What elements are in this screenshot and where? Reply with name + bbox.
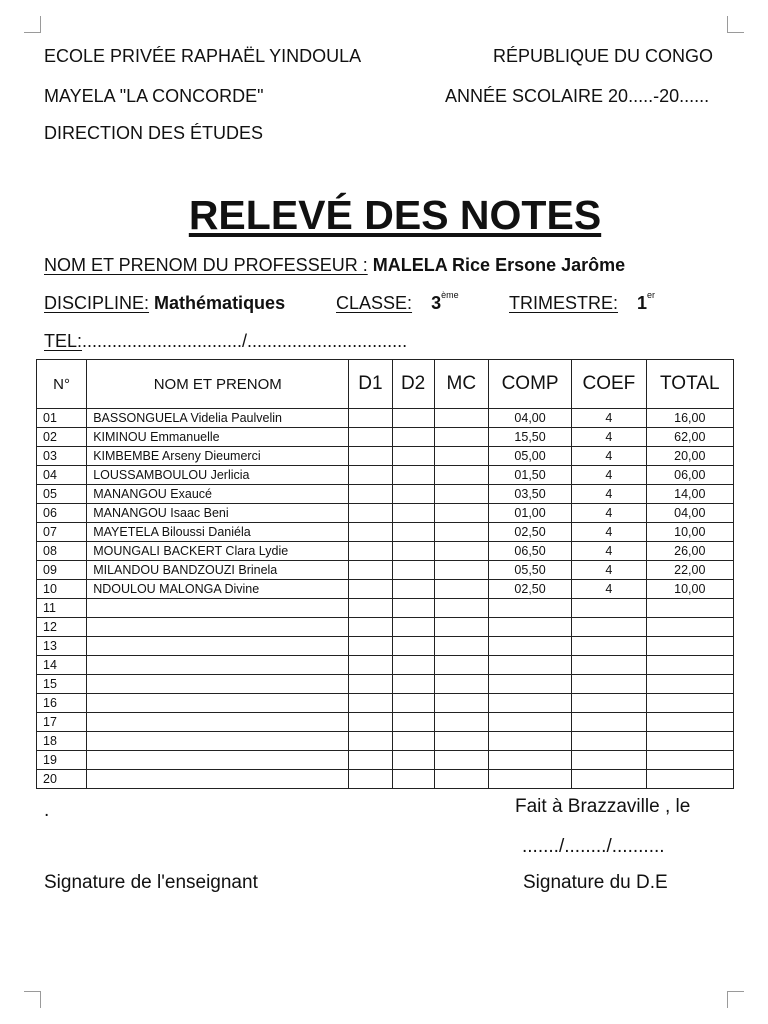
cell-total: 10,00 (646, 580, 733, 599)
table-row (37, 694, 734, 713)
table-row (37, 485, 734, 504)
tel-value: ................................/................................ (82, 331, 408, 351)
cell-d2 (392, 409, 434, 428)
cell-coef (572, 675, 646, 694)
table-row (37, 713, 734, 732)
cell-mc (434, 751, 488, 770)
cell-total (646, 599, 733, 618)
cell-comp (488, 599, 571, 618)
cell-comp (488, 618, 571, 637)
cell-d2 (392, 751, 434, 770)
crop-mark-top-left (24, 16, 41, 33)
direction-label: DIRECTION DES ÉTUDES (44, 123, 264, 143)
cell-comp: 06,50 (488, 542, 571, 561)
table-row (37, 447, 734, 466)
cell-student-name (87, 770, 349, 789)
table-row (37, 751, 734, 770)
cell-student-name (87, 599, 349, 618)
cell-student-name: KIMBEMBE Arseny Dieumerci (87, 447, 349, 466)
cell-mc (434, 580, 488, 599)
table-row (37, 542, 734, 561)
cell-comp: 05,50 (488, 561, 571, 580)
cell-number: 04 (37, 466, 87, 485)
cell-number: 09 (37, 561, 87, 580)
cell-mc (434, 409, 488, 428)
trimester-label: TRIMESTRE: (509, 293, 619, 313)
cell-total (646, 751, 733, 770)
cell-mc (434, 523, 488, 542)
table-row (37, 523, 734, 542)
cell-mc (434, 561, 488, 580)
cell-mc (434, 542, 488, 561)
cell-d1 (349, 485, 392, 504)
cell-number: 05 (37, 485, 87, 504)
cell-mc (434, 618, 488, 637)
cell-coef: 4 (572, 561, 646, 580)
cell-student-name: BASSONGUELA Videlia Paulvelin (87, 409, 349, 428)
table-header-row (37, 360, 734, 409)
cell-mc (434, 466, 488, 485)
cell-total: 06,00 (646, 466, 733, 485)
cell-student-name: MILANDOU BANDZOUZI Brinela (87, 561, 349, 580)
table-row (37, 428, 734, 447)
table-row (37, 504, 734, 523)
cell-comp: 01,50 (488, 466, 571, 485)
table-row (37, 466, 734, 485)
cell-coef (572, 637, 646, 656)
cell-d1 (349, 561, 392, 580)
teacher-name: MALELA Rice Ersone Jarôme (372, 255, 626, 275)
cell-number: 10 (37, 580, 87, 599)
cell-mc (434, 713, 488, 732)
cell-mc (434, 770, 488, 789)
cell-d2 (392, 504, 434, 523)
cell-d2 (392, 694, 434, 713)
cell-d2 (392, 466, 434, 485)
col-header-d2: D2 (392, 360, 434, 409)
school-year: ANNÉE SCOLAIRE 20.....-20...... (445, 86, 710, 106)
cell-mc (434, 637, 488, 656)
trimester-value: 1 (637, 293, 648, 313)
cell-number: 14 (37, 656, 87, 675)
cell-total (646, 675, 733, 694)
class-value: 3 (431, 293, 442, 313)
cell-comp (488, 637, 571, 656)
cell-d1 (349, 694, 392, 713)
cell-coef: 4 (572, 428, 646, 447)
cell-total (646, 637, 733, 656)
cell-d1 (349, 504, 392, 523)
cell-d1 (349, 732, 392, 751)
cell-comp (488, 675, 571, 694)
country-name: RÉPUBLIQUE DU CONGO (493, 46, 714, 66)
cell-total: 26,00 (646, 542, 733, 561)
cell-d1 (349, 599, 392, 618)
cell-number: 02 (37, 428, 87, 447)
cell-coef: 4 (572, 409, 646, 428)
teacher-label: NOM ET PRENOM DU PROFESSEUR : (44, 255, 368, 275)
cell-d2 (392, 618, 434, 637)
cell-comp: 05,00 (488, 447, 571, 466)
discipline-value: Mathématiques (154, 293, 286, 313)
cell-coef (572, 599, 646, 618)
cell-d1 (349, 428, 392, 447)
cell-total: 20,00 (646, 447, 733, 466)
cell-coef (572, 694, 646, 713)
cell-d2 (392, 561, 434, 580)
cell-student-name (87, 618, 349, 637)
table-row (37, 637, 734, 656)
cell-number: 06 (37, 504, 87, 523)
cell-total: 16,00 (646, 409, 733, 428)
cell-d1 (349, 675, 392, 694)
cell-coef: 4 (572, 466, 646, 485)
cell-d1 (349, 466, 392, 485)
cell-comp: 02,50 (488, 523, 571, 542)
col-header-d1: D1 (349, 360, 392, 409)
cell-mc (434, 656, 488, 675)
table-row (37, 409, 734, 428)
cell-mc (434, 447, 488, 466)
cell-comp (488, 694, 571, 713)
cell-total: 10,00 (646, 523, 733, 542)
cell-d2 (392, 523, 434, 542)
col-header-name: NOM ET PRENOM (87, 360, 349, 409)
crop-mark-bottom-right (727, 991, 744, 1008)
cell-comp (488, 713, 571, 732)
cell-comp: 15,50 (488, 428, 571, 447)
table-row (37, 580, 734, 599)
cell-total (646, 618, 733, 637)
cell-student-name: KIMINOU Emmanuelle (87, 428, 349, 447)
cell-d1 (349, 542, 392, 561)
col-header-number: N° (37, 360, 87, 409)
cell-total: 04,00 (646, 504, 733, 523)
cell-mc (434, 504, 488, 523)
tel-label: TEL: (44, 331, 83, 351)
table-row (37, 770, 734, 789)
cell-student-name (87, 637, 349, 656)
cell-d1 (349, 523, 392, 542)
cell-total (646, 770, 733, 789)
cell-student-name: MOUNGALI BACKERT Clara Lydie (87, 542, 349, 561)
cell-d2 (392, 447, 434, 466)
col-header-comp: COMP (488, 360, 571, 409)
place-text: Fait à Brazzaville , le (515, 796, 691, 817)
cell-d1 (349, 618, 392, 637)
cell-number: 07 (37, 523, 87, 542)
cell-mc (434, 675, 488, 694)
cell-mc (434, 732, 488, 751)
cell-student-name (87, 675, 349, 694)
school-location: MAYELA "LA CONCORDE" (44, 86, 264, 106)
teacher-line (44, 255, 625, 276)
cell-coef (572, 618, 646, 637)
cell-d2 (392, 428, 434, 447)
cell-total (646, 656, 733, 675)
cell-coef (572, 656, 646, 675)
discipline-line (44, 293, 285, 314)
date-field: ......./......../.......... (522, 836, 665, 857)
cell-student-name: LOUSSAMBOULOU Jerlicia (87, 466, 349, 485)
cell-comp: 03,50 (488, 485, 571, 504)
cell-total (646, 713, 733, 732)
cell-d1 (349, 580, 392, 599)
grades-table (36, 359, 734, 789)
cell-mc (434, 485, 488, 504)
cell-d1 (349, 409, 392, 428)
cell-student-name: MANANGOU Isaac Beni (87, 504, 349, 523)
tel-line (44, 331, 407, 352)
cell-coef: 4 (572, 580, 646, 599)
cell-comp (488, 751, 571, 770)
cell-student-name: MAYETELA Biloussi Daniéla (87, 523, 349, 542)
cell-number: 12 (37, 618, 87, 637)
footer-dot: . (44, 800, 50, 821)
col-header-total: TOTAL (646, 360, 733, 409)
table-row (37, 618, 734, 637)
cell-d1 (349, 447, 392, 466)
cell-d1 (349, 770, 392, 789)
trimester-sup: er (647, 290, 656, 300)
teacher-signature-label: Signature de l'enseignant (44, 872, 258, 893)
cell-mc (434, 599, 488, 618)
cell-comp (488, 770, 571, 789)
cell-d1 (349, 713, 392, 732)
cell-total: 14,00 (646, 485, 733, 504)
crop-mark-top-right (727, 16, 744, 33)
cell-student-name (87, 732, 349, 751)
cell-number: 19 (37, 751, 87, 770)
cell-total: 62,00 (646, 428, 733, 447)
col-header-mc: MC (434, 360, 488, 409)
cell-total (646, 694, 733, 713)
cell-student-name (87, 713, 349, 732)
cell-coef (572, 713, 646, 732)
cell-comp: 01,00 (488, 504, 571, 523)
cell-student-name (87, 751, 349, 770)
cell-student-name: NDOULOU MALONGA Divine (87, 580, 349, 599)
cell-d1 (349, 751, 392, 770)
cell-coef (572, 732, 646, 751)
cell-student-name (87, 656, 349, 675)
cell-d2 (392, 542, 434, 561)
discipline-label: DISCIPLINE: (44, 293, 150, 313)
cell-d2 (392, 732, 434, 751)
cell-total: 22,00 (646, 561, 733, 580)
class-label: CLASSE: (336, 293, 413, 313)
cell-d2 (392, 599, 434, 618)
cell-d1 (349, 637, 392, 656)
cell-number: 11 (37, 599, 87, 618)
cell-number: 08 (37, 542, 87, 561)
cell-coef: 4 (572, 447, 646, 466)
table-row (37, 561, 734, 580)
cell-number: 18 (37, 732, 87, 751)
cell-comp: 04,00 (488, 409, 571, 428)
cell-coef: 4 (572, 542, 646, 561)
cell-student-name: MANANGOU Exaucé (87, 485, 349, 504)
cell-coef: 4 (572, 485, 646, 504)
page-title: RELEVÉ DES NOTES (188, 192, 602, 238)
crop-mark-bottom-left (24, 991, 41, 1008)
cell-coef (572, 751, 646, 770)
cell-d2 (392, 637, 434, 656)
class-sup: ème (441, 290, 459, 300)
col-header-coef: COEF (572, 360, 646, 409)
table-row (37, 599, 734, 618)
cell-total (646, 732, 733, 751)
cell-coef: 4 (572, 523, 646, 542)
cell-d1 (349, 656, 392, 675)
cell-number: 13 (37, 637, 87, 656)
class-line (336, 290, 459, 314)
cell-d2 (392, 713, 434, 732)
cell-number: 16 (37, 694, 87, 713)
trimester-line (509, 290, 656, 314)
cell-number: 03 (37, 447, 87, 466)
cell-d2 (392, 656, 434, 675)
table-row (37, 656, 734, 675)
cell-mc (434, 694, 488, 713)
cell-coef: 4 (572, 504, 646, 523)
table-row (37, 732, 734, 751)
cell-coef (572, 770, 646, 789)
cell-comp (488, 656, 571, 675)
cell-d2 (392, 675, 434, 694)
de-signature-label: Signature du D.E (523, 872, 668, 893)
table-row (37, 675, 734, 694)
cell-student-name (87, 694, 349, 713)
school-name: ECOLE PRIVÉE RAPHAËL YINDOULA (44, 46, 362, 66)
cell-number: 17 (37, 713, 87, 732)
cell-d2 (392, 580, 434, 599)
cell-comp (488, 732, 571, 751)
cell-number: 15 (37, 675, 87, 694)
cell-d2 (392, 770, 434, 789)
cell-number: 20 (37, 770, 87, 789)
cell-mc (434, 428, 488, 447)
cell-number: 01 (37, 409, 87, 428)
cell-d2 (392, 485, 434, 504)
cell-comp: 02,50 (488, 580, 571, 599)
